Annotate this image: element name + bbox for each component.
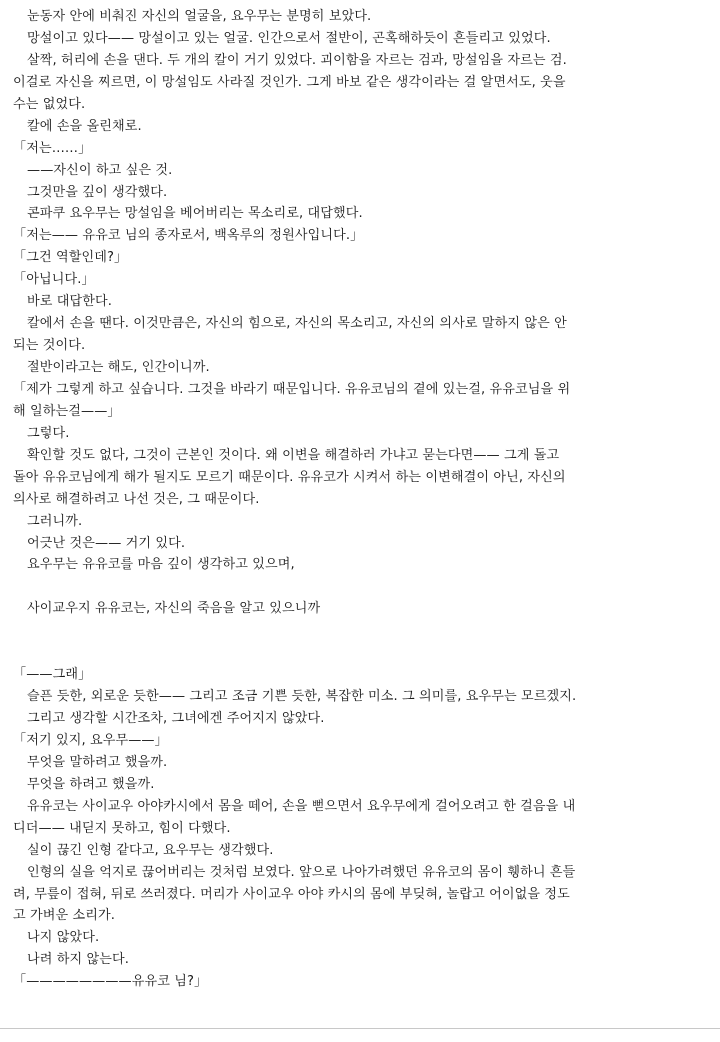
text-line: 되는 것이다. <box>13 338 86 354</box>
text-line: 바로 대답한다. <box>27 294 113 310</box>
text-line: 수는 없었다. <box>13 96 86 112</box>
text-line: 「——그래」 <box>13 667 92 683</box>
text-line: 디더—— 내딛지 못하고, 힘이 다했다. <box>13 820 231 836</box>
text-line: 그렇다. <box>27 425 70 441</box>
text-line: 「저는—— 유유코 님의 종자로서, 백옥루의 정원사입니다.」 <box>13 228 364 244</box>
text-line: 망설이고 있다—— 망설이고 있는 얼굴. 인간으로서 절반이, 곤혹해하듯이 흔들리고 있었다. <box>27 30 551 46</box>
text-line: ——자신이 하고 싶은 것. <box>27 162 173 178</box>
page-bottom-edge <box>0 1028 720 1029</box>
text-line: 무엇을 말하려고 했을까. <box>27 754 168 770</box>
text-line: 「그건 역할인데?」 <box>13 250 128 266</box>
text-line: 확인할 것도 없다, 그것이 근본인 것이다. 왜 이변을 해결하러 가냐고 묻는다면—— 그게 돌고 <box>27 447 560 463</box>
text-line: 사이교우지 유유코는, 자신의 죽음을 알고 있으니까 <box>27 601 321 617</box>
text-line: 「저는……」 <box>13 140 92 156</box>
body-text <box>13 6 713 993</box>
text-line: 어긋난 것은—— 거기 있다. <box>27 535 186 551</box>
text-line: 콘파쿠 요우무는 망설임을 베어버리는 목소리로, 대답했다. <box>27 206 363 222</box>
text-line: 칼에 손을 올린채로. <box>27 118 142 134</box>
text-line: 요우무는 유유코를 마음 깊이 생각하고 있으며, <box>27 557 295 573</box>
text-line: 칼에서 손을 땐다. 이것만큼은, 자신의 힘으로, 자신의 목소리고, 자신의 의사로 말하지 않은 안 <box>27 316 567 332</box>
text-line: 「————————유유코 님?」 <box>13 974 208 990</box>
text-line: 나려 하지 않는다. <box>27 952 130 968</box>
text-line: 해 일하는걸——」 <box>13 403 121 419</box>
text-line: 「아닙니다.」 <box>13 272 95 288</box>
text-line: 그리고 생각할 시간조차, 그녀에겐 주어지지 않았다. <box>27 711 325 726</box>
text-line: 「저기 있지, 요우무——」 <box>13 732 168 748</box>
blank-line <box>13 642 713 664</box>
text-line: 그것만을 깊이 생각했다. <box>27 184 168 200</box>
text-line: 나지 않았다. <box>27 930 100 946</box>
blank-line <box>13 620 713 642</box>
text-line: 고 가벼운 소리가. <box>13 908 116 924</box>
text-line: 려, 무릎이 접혀, 뒤로 쓰러졌다. 머리가 사이교우 아야 카시의 몸에 부딪혀, 놀랍고 어이없을 정도 <box>13 886 570 902</box>
text-line: 살짝, 허리에 손을 댄다. 두 개의 칼이 거기 있었다. 괴이함을 자르는 검과, 망설임을 자르는 검. <box>27 52 567 68</box>
text-line: 유유코는 사이교우 아야카시에서 몸을 떼어, 손을 뻗으면서 요우무에게 걸어오려고 한 걸음을 내 <box>27 798 576 814</box>
text-line: 의사로 해결하려고 나선 것은, 그 때문이다. <box>13 491 260 507</box>
text-line: 절반이라고는 해도, 인간이니까. <box>27 360 210 375</box>
blank-line <box>13 576 713 598</box>
text-line: 「제가 그렇게 하고 싶습니다. 그것을 바라기 때문입니다. 유유코님의 곁에 있는걸, 유유코님을 위 <box>13 381 571 397</box>
text-line: 슬픈 듯한, 외로운 듯한—— 그리고 조금 기쁜 듯한, 복잡한 미소. 그 의미를, 요우무는 모르겠지. <box>27 689 577 705</box>
text-line: 돌아 유유코님에게 해가 될지도 모르기 때문이다. 유유코가 시켜서 하는 이변해결이 아닌, 자신의 <box>13 469 566 485</box>
text-line: 실이 끊긴 인형 같다고, 요우무는 생각했다. <box>27 842 274 858</box>
text-line: 눈동자 안에 비춰진 자신의 얼굴을, 요우무는 분명히 보았다. <box>27 9 372 24</box>
text-line: 이걸로 자신을 찌르면, 이 망설임도 사라질 것인가. 그게 바보 같은 생각이라는 걸 알면서도, 웃을 <box>13 74 566 90</box>
text-line: 무엇을 하려고 했을까. <box>27 776 155 792</box>
text-line: 그러니까. <box>27 513 83 529</box>
text-line: 인형의 실을 억지로 끊어버리는 것처럼 보였다. 앞으로 나아가려했던 유유코의 몸이 휑하니 흔들 <box>27 864 576 880</box>
